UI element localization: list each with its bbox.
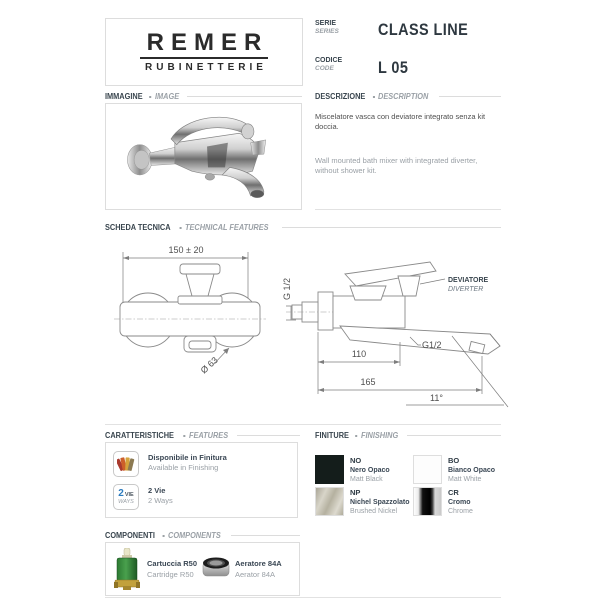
- dim-thread-spout-label: G1/2: [422, 340, 442, 350]
- finish-texts: [350, 455, 390, 484]
- component-name-en: Aerator 84A: [235, 569, 276, 579]
- component-name-it: Cartuccia R50: [147, 559, 198, 568]
- rule-line: [282, 227, 501, 228]
- feature-texts: [148, 451, 227, 473]
- codice-label-en: CODE: [315, 65, 334, 73]
- dim-thread-wall-label: G 1/2: [282, 277, 292, 300]
- finishing-title-en: FINISHING: [360, 430, 398, 440]
- finish-swatch-chrome: [413, 487, 442, 516]
- finish-name-it: Nichel Spazzolato: [350, 498, 410, 506]
- finish-item-np: [315, 487, 410, 516]
- diverter-label-it: DEVIATORE: [448, 277, 489, 284]
- finish-name-it: Nero Opaco: [350, 466, 390, 474]
- two-ways-icon: [113, 484, 139, 510]
- finish-fan-icon: [113, 451, 139, 477]
- serie-value: CLASS LINE: [378, 20, 469, 39]
- serie-label: [315, 20, 339, 36]
- image-title-it: IMMAGINE: [105, 91, 143, 101]
- finish-code: NP: [350, 488, 361, 497]
- finish-name-en: Brushed Nickel: [350, 507, 398, 515]
- feature-label-it: 2 Vie: [148, 486, 166, 495]
- features-box: [105, 442, 298, 518]
- finish-texts: [448, 455, 495, 484]
- separator: -: [179, 222, 182, 232]
- product-image-box: [105, 103, 302, 210]
- feature-label-en: 2 Ways: [148, 495, 173, 505]
- two-ways-number: 2: [118, 487, 124, 499]
- technical-section-header: [105, 222, 501, 232]
- brand-subtitle: RUBINETTERIE: [145, 62, 267, 73]
- finish-texts: [448, 487, 473, 516]
- features-title-en: FEATURES: [188, 430, 228, 440]
- technical-title-en: TECHNICAL FEATURES: [184, 222, 269, 232]
- rule-line: [231, 535, 300, 536]
- product-photo: [118, 108, 298, 204]
- feature-label-en: Available in Finishing: [148, 462, 219, 472]
- feature-label-it: Disponibile in Finitura: [148, 453, 227, 462]
- image-section-header: [105, 91, 302, 101]
- finish-item-bo: [413, 455, 495, 484]
- dim-165-label: 165: [360, 377, 376, 387]
- component-texts: [235, 559, 282, 580]
- codice-label: [315, 57, 342, 73]
- finish-swatch-matt-black: [315, 455, 344, 484]
- component-texts: [147, 559, 197, 580]
- features-title-it: CARATTERISTICHE: [105, 430, 174, 440]
- components-box: [105, 542, 300, 596]
- finish-name-en: Matt Black: [350, 475, 383, 483]
- finish-fan-icon-glyph: [117, 455, 135, 473]
- components-title-en: COMPONENTS: [167, 530, 221, 540]
- aerator-image: [201, 555, 231, 581]
- two-ways-ways: WAYS: [118, 498, 134, 505]
- finish-item-cr: [413, 487, 473, 516]
- finish-name-it: Cromo: [448, 498, 471, 506]
- finishing-section-header: [315, 430, 501, 440]
- brand-logo: [105, 18, 303, 86]
- technical-drawing: [100, 238, 510, 422]
- finish-code: NO: [350, 456, 362, 465]
- finish-code: CR: [448, 488, 459, 497]
- serie-label-it: SERIE: [315, 20, 337, 27]
- page-bottom-divider: [105, 597, 501, 598]
- technical-bottom-divider: [105, 424, 501, 425]
- separator: -: [354, 430, 358, 440]
- dim-angle-label: 11°: [430, 393, 443, 403]
- description-text-en: Wall mounted bath mixer with integrated diverter, without shower kit.: [315, 156, 478, 176]
- separator: -: [372, 91, 376, 101]
- component-name-en: Cartridge R50: [147, 569, 194, 579]
- separator: -: [148, 91, 152, 101]
- description-text-it: Miscelatore vasca con deviatore integrato senza kit doccia.: [315, 112, 486, 132]
- features-section-header: [105, 430, 300, 440]
- codice-value: L 05: [378, 58, 409, 77]
- finish-swatch-matt-white: [413, 455, 442, 484]
- finish-texts: [350, 487, 410, 516]
- description-title-it: DESCRIZIONE: [315, 91, 366, 101]
- finish-item-no: [315, 455, 390, 484]
- dim-110-label: 110: [351, 349, 367, 359]
- dim-diameter-label: Ø 63: [198, 354, 220, 376]
- rule-line: [407, 435, 501, 436]
- rule-line: [439, 96, 501, 97]
- feature-row-2ways: [113, 484, 297, 510]
- separator: -: [162, 530, 165, 540]
- description-title-en: DESCRIPTION: [378, 91, 429, 101]
- components-title-it: COMPONENTI: [105, 530, 155, 540]
- separator: -: [182, 430, 186, 440]
- serie-label-en: SERIES: [315, 28, 339, 36]
- cartridge-image: [114, 548, 140, 591]
- finish-name-en: Chrome: [448, 507, 473, 515]
- description-divider: [315, 209, 501, 210]
- components-section-header: [105, 530, 300, 540]
- finish-name-it: Bianco Opaco: [448, 466, 496, 474]
- codice-label-it: CODICE: [315, 57, 343, 64]
- two-ways-icon-top: [118, 489, 133, 499]
- finish-code: BO: [448, 456, 460, 465]
- two-ways-vie: VIE: [124, 492, 134, 499]
- rule-line: [237, 435, 300, 436]
- technical-title-it: SCHEDA TECNICA: [105, 222, 171, 232]
- finish-swatch-brushed-nickel: [315, 487, 344, 516]
- dim-width-label: 150 ± 20: [168, 245, 204, 255]
- image-title-en: IMAGE: [154, 91, 179, 101]
- feature-row-finishing: [113, 451, 297, 477]
- feature-texts: [148, 484, 173, 506]
- brand-name: REMER: [140, 31, 269, 59]
- finishing-title-it: FINITURE: [315, 430, 349, 440]
- rule-line: [187, 96, 302, 97]
- finish-name-en: Matt White: [448, 475, 482, 483]
- description-section-header: [315, 91, 501, 101]
- diverter-label-en: DIVERTER: [448, 286, 484, 293]
- component-name-it: Aeratore 84A: [235, 559, 282, 568]
